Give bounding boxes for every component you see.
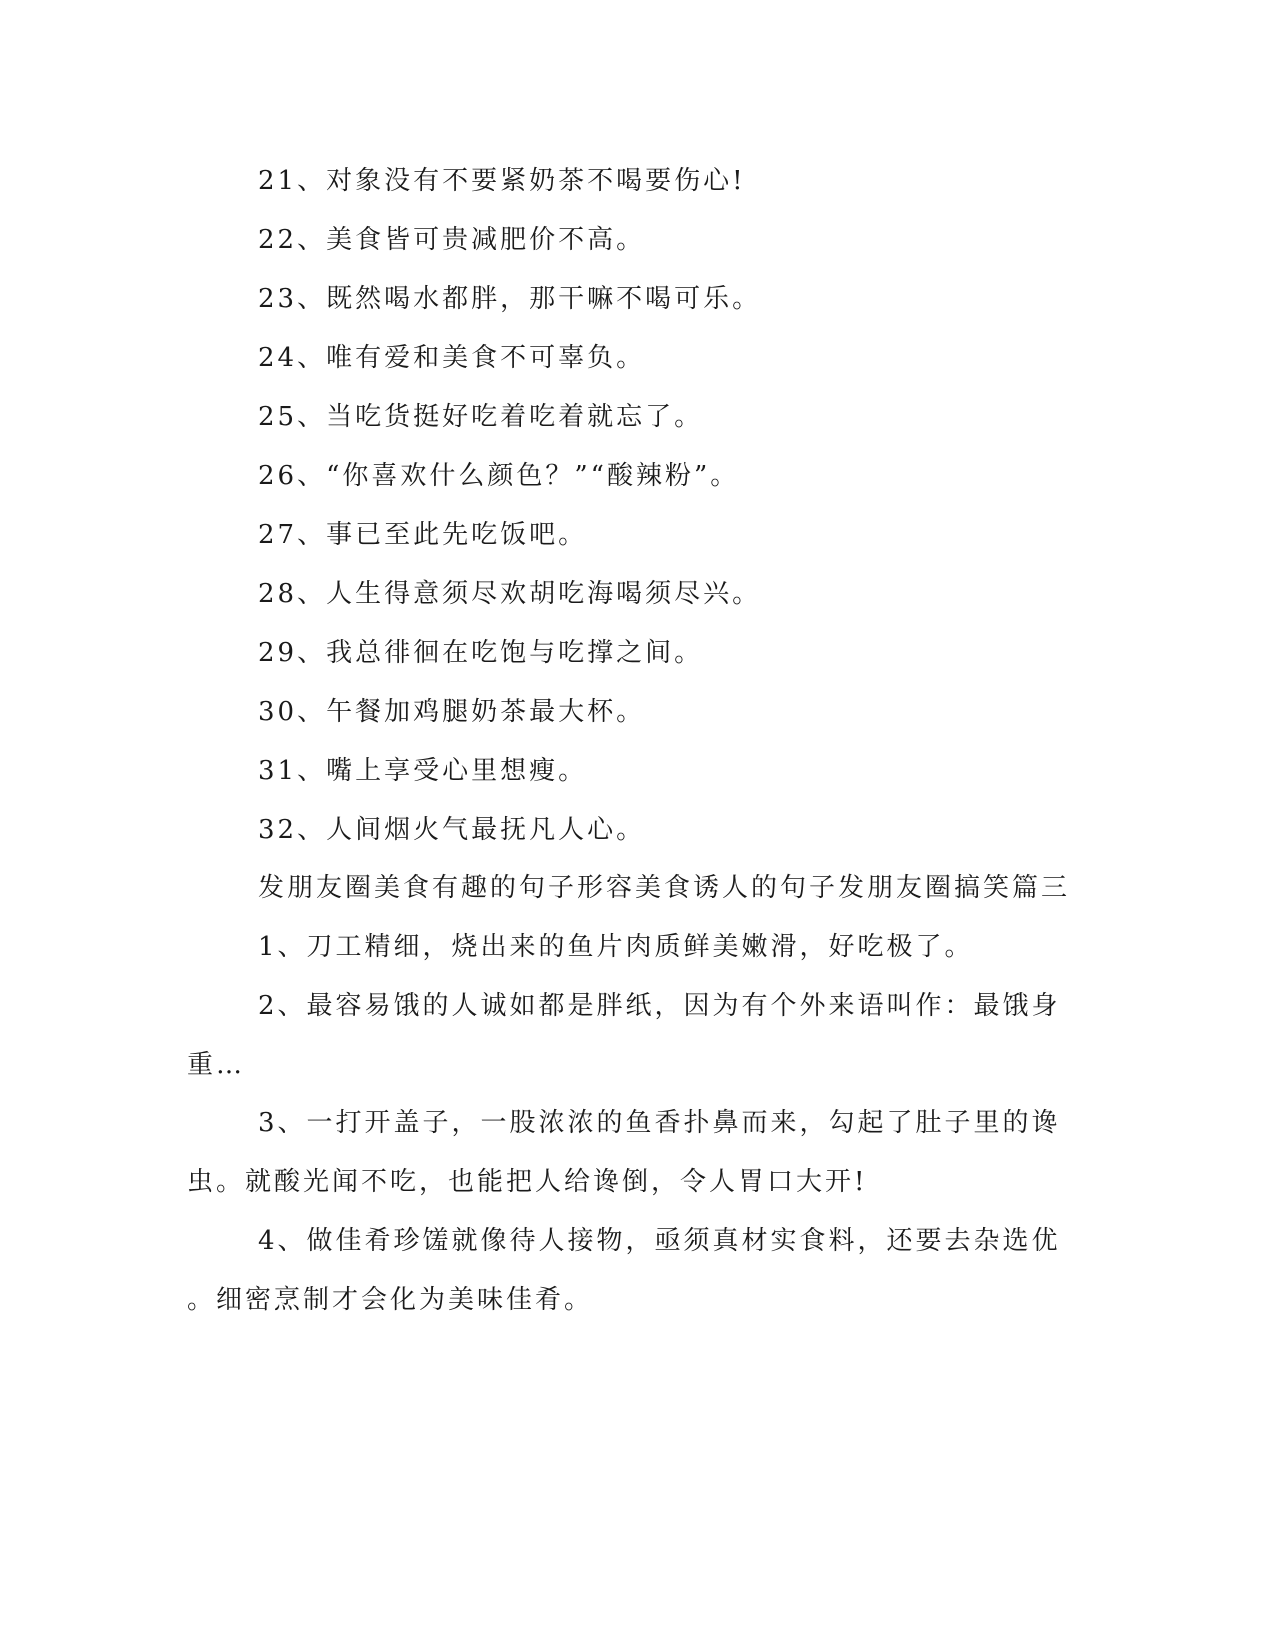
list-item-32: 32、人间烟火气最抚凡人心。 (258, 815, 646, 845)
list-item-4: 4、做佳肴珍馐就像待人接物，亟须真材实食料，还要去杂选优 (258, 1226, 1061, 1256)
list-item-4-continued: 。细密烹制才会化为美味佳肴。 (187, 1285, 594, 1315)
list-item-27: 27、事已至此先吃饭吧。 (258, 520, 588, 550)
list-item-1: 1、刀工精细，烧出来的鱼片肉质鲜美嫩滑，好吃极了。 (258, 932, 974, 962)
list-item-30: 30、午餐加鸡腿奶茶最大杯。 (258, 697, 646, 727)
list-item-22: 22、美食皆可贵减肥价不高。 (258, 225, 646, 255)
list-item-31: 31、嘴上享受心里想瘦。 (258, 756, 588, 786)
list-item-3: 3、一打开盖子，一股浓浓的鱼香扑鼻而来，勾起了肚子里的谗 (258, 1108, 1061, 1138)
list-item-24: 24、唯有爱和美食不可辜负。 (258, 343, 646, 373)
list-item-25: 25、当吃货挺好吃着吃着就忘了。 (258, 402, 704, 432)
list-item-23: 23、既然喝水都胖，那干嘛不喝可乐。 (258, 284, 762, 314)
section-heading: 发朋友圈美食有趣的句子形容美食诱人的句子发朋友圈搞笑篇三 (258, 873, 1071, 903)
list-item-26: 26、“你喜欢什么颜色？”“酸辣粉”。 (258, 461, 740, 491)
list-item-29: 29、我总徘徊在吃饱与吃撑之间。 (258, 638, 704, 668)
list-item-28: 28、人生得意须尽欢胡吃海喝须尽兴。 (258, 579, 762, 609)
list-item-2-continued: 重… (187, 1050, 246, 1080)
list-item-2: 2、最容易饿的人诚如都是胖纸，因为有个外来语叫作：最饿身 (258, 991, 1061, 1021)
list-item-3-continued: 虫。就酸光闻不吃，也能把人给谗倒，令人胃口大开! (187, 1167, 868, 1197)
list-item-21: 21、对象没有不要紧奶茶不喝要伤心! (258, 166, 746, 196)
